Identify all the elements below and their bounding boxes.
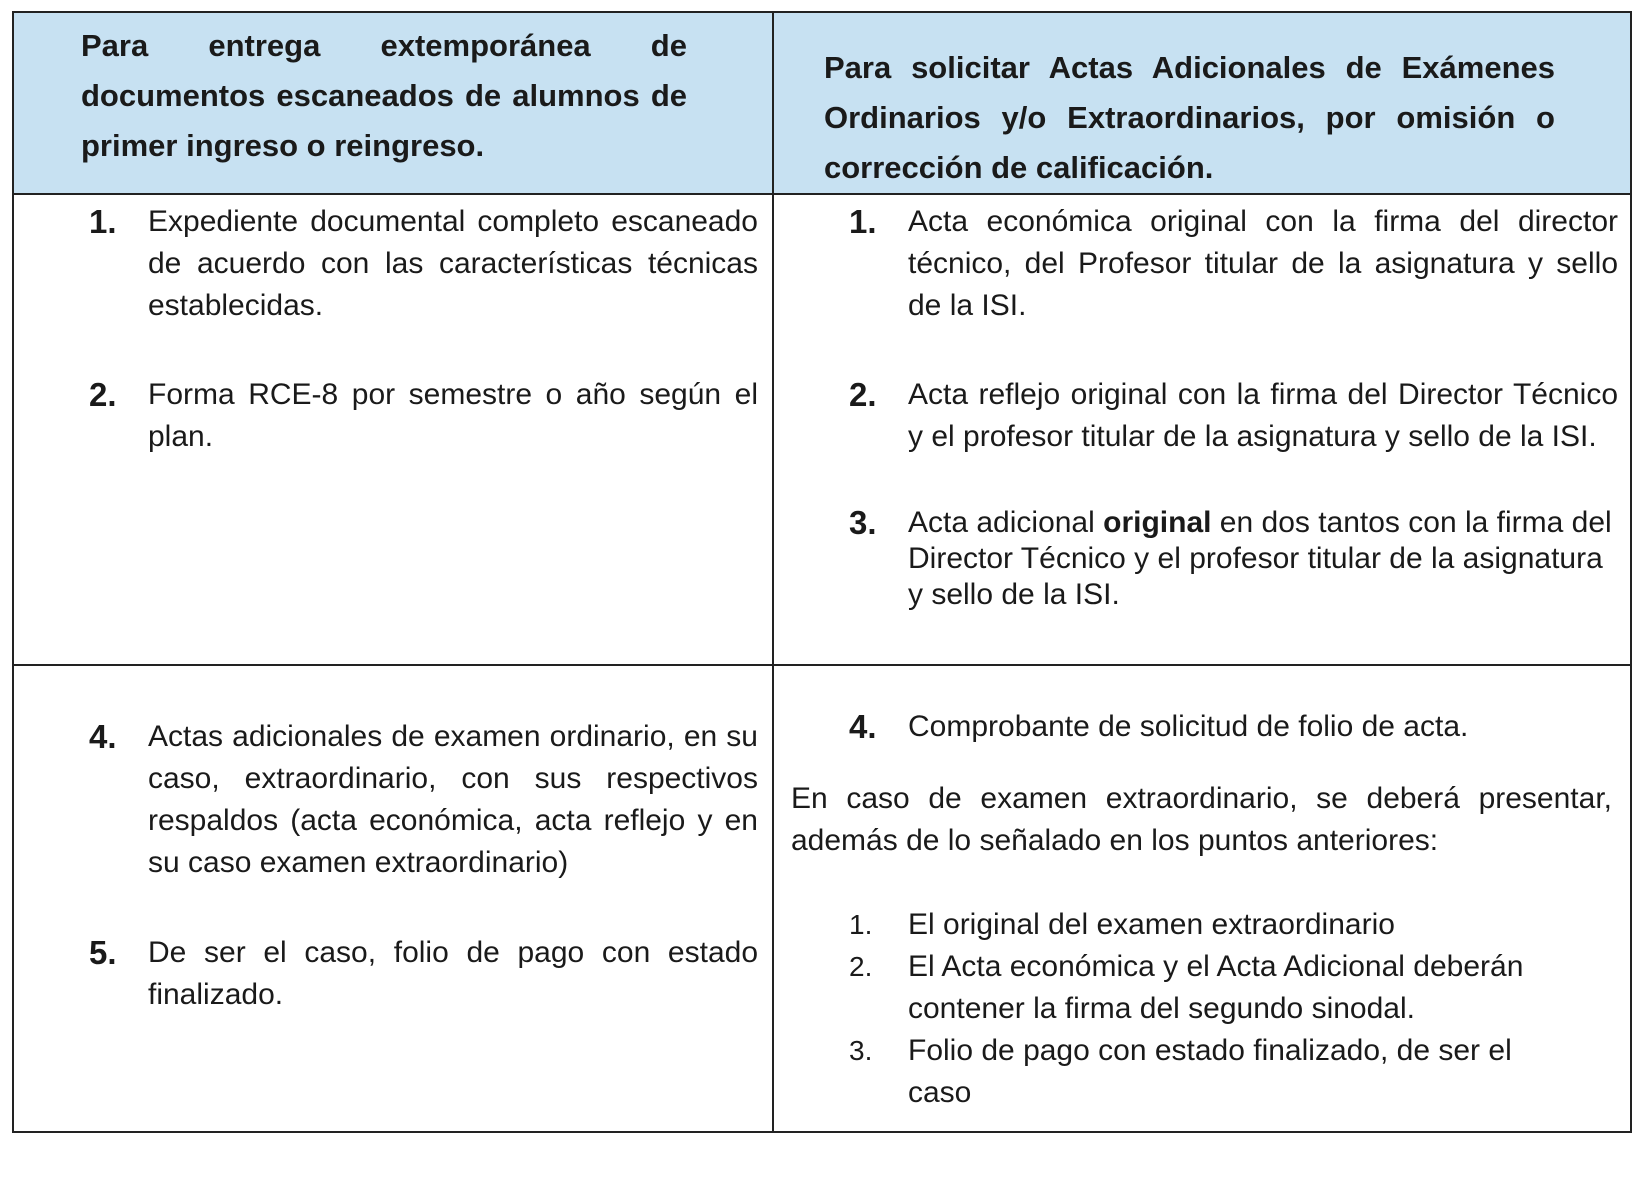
cell-folio-and-extraordinary	[773, 665, 1631, 1132]
list-number: 3.	[849, 504, 877, 541]
list-item	[849, 201, 1618, 327]
list-text: Forma RCE-8 por semestre o año según el plan.	[148, 378, 758, 453]
header-right-text: Para solicitar Actas Adicionales de Exámenes Ordinarios y/o Extraordinarios, por omisión o corrección de calificación.	[824, 50, 1555, 185]
list-item	[849, 706, 1618, 748]
list-number: 2.	[89, 376, 117, 413]
table-row	[13, 194, 1631, 665]
extraordinary-note: En caso de examen extraordinario, se deberá presentar, además de lo señalado en los puntos anteriores:	[791, 782, 1612, 857]
list-text: El original del examen extraordinario	[908, 908, 1395, 941]
list-item	[849, 374, 1618, 458]
list-text	[908, 505, 1618, 613]
list-number: 3.	[849, 1035, 873, 1066]
list-text: Comprobante de solicitud de folio de acta.	[908, 710, 1469, 743]
list-text: Actas adicionales de examen ordinario, en su caso, extraordinario, con sus respectivos respaldos (acta económica, acta reflejo y en su caso examen extraordinario)	[148, 720, 758, 879]
header-cell-right	[773, 12, 1631, 194]
list-text: Expediente documental completo escaneado de acuerdo con las características técnicas establecidas.	[148, 205, 758, 322]
list-text-before: Acta adicional	[908, 506, 1104, 539]
table-header-row	[13, 12, 1631, 194]
list-number: 4.	[89, 718, 117, 755]
cell-scanned-documents	[13, 194, 773, 665]
exam-acts-list	[89, 716, 758, 1016]
list-item	[849, 1030, 1618, 1114]
list-number: 5.	[89, 934, 117, 971]
extraordinary-requirements-list	[791, 904, 1618, 1114]
list-text: Folio de pago con estado finalizado, de ser el caso	[908, 1034, 1512, 1109]
list-item	[89, 201, 758, 327]
list-item	[89, 374, 758, 458]
additional-acts-list	[849, 201, 1618, 613]
cell-additional-acts	[773, 194, 1631, 665]
list-number: 2.	[849, 951, 873, 982]
list-number: 4.	[849, 708, 877, 745]
list-number: 1.	[89, 203, 117, 240]
folio-list	[791, 706, 1618, 748]
list-text-bold: original	[1103, 506, 1212, 539]
table-row	[13, 665, 1631, 1132]
list-text-after: en dos tantos con la firma del Director Técnico y el profesor titular de la asignatura y sello de la ISI.	[908, 506, 1612, 611]
list-number: 2.	[849, 376, 877, 413]
cell-additional-exam-acts	[13, 665, 773, 1132]
header-cell-left	[13, 12, 773, 194]
list-text: El Acta económica y el Acta Adicional deberán contener la firma del segundo sinodal.	[908, 950, 1524, 1025]
scanned-documents-list	[89, 201, 758, 458]
list-text: Acta reflejo original con la firma del Director Técnico y el profesor titular de la asignatura y sello de la ISI.	[908, 378, 1618, 453]
list-item	[849, 946, 1618, 1030]
list-number: 1.	[849, 909, 873, 940]
list-item	[849, 904, 1618, 946]
list-item	[89, 932, 758, 1016]
list-text: Acta económica original con la firma del director técnico, del Profesor titular de la asignatura y sello de la ISI.	[908, 205, 1618, 322]
list-text: De ser el caso, folio de pago con estado finalizado.	[148, 936, 758, 1011]
list-item	[849, 505, 1618, 613]
list-number: 1.	[849, 203, 877, 240]
requirements-table	[12, 11, 1632, 1133]
list-item	[89, 716, 758, 884]
header-left-text: Para entrega extemporánea de documentos escaneados de alumnos de primer ingreso o reingreso.	[81, 28, 687, 163]
